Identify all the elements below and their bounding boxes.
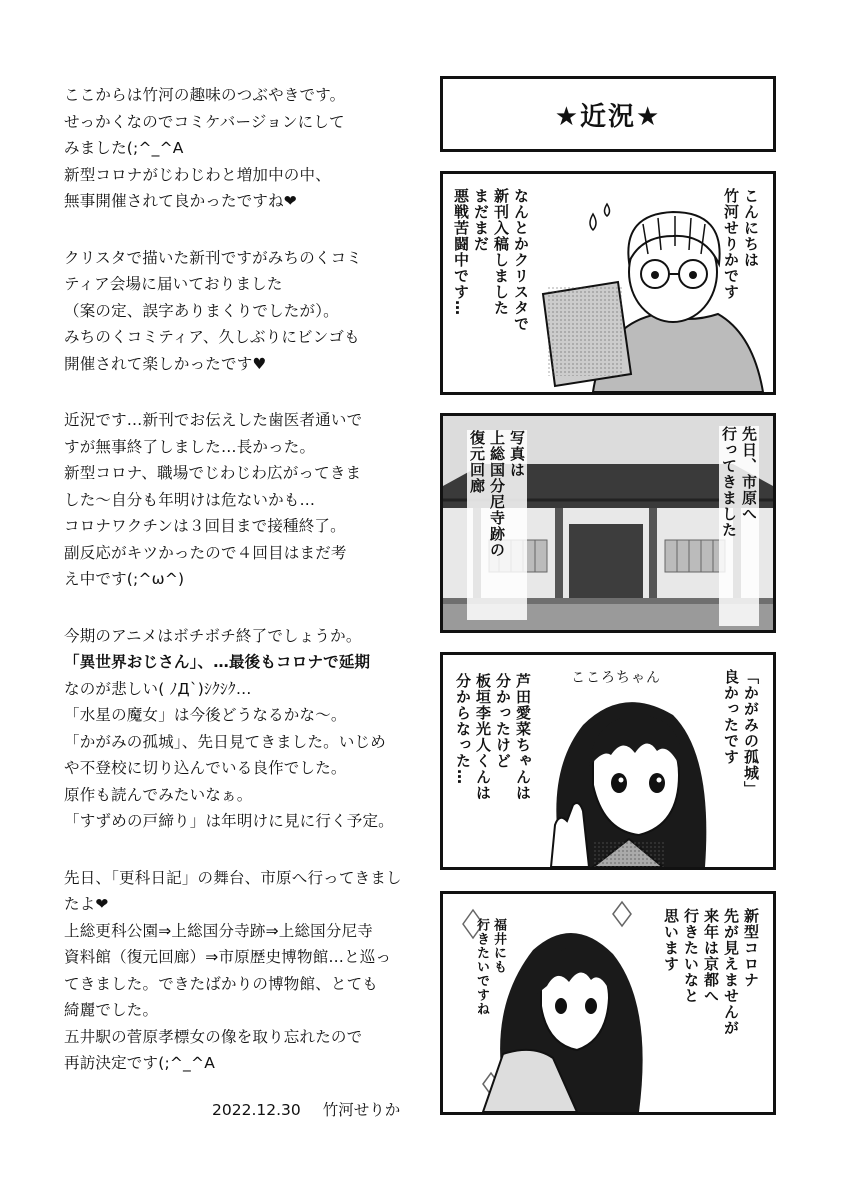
speech-left: 福井にも 行きたいですね xyxy=(474,918,506,1016)
text-line: （案の定、誤字ありまくりでしたが）。 xyxy=(64,301,339,320)
text-line: コロナワクチンは３回目まで接種終了。 xyxy=(64,517,346,535)
text-line: 上総更科公園⇒上総国分寺跡⇒上総国分尼寺 xyxy=(64,921,373,940)
signature-date: 2022.12.30 xyxy=(212,1101,301,1119)
text-line: 「水星の魔女」は今後どうなるかな～。 xyxy=(64,706,347,724)
text-line: 五井駅の菅原孝標女の像を取り忘れたので xyxy=(64,1027,363,1046)
paragraph-trip xyxy=(64,865,420,1077)
text-line: 綺麗でした。 xyxy=(64,1001,159,1019)
text-line: ここからは竹河の趣味のつぶやきです。 xyxy=(64,86,346,104)
paragraph-intro xyxy=(64,82,420,215)
text-line: 副反応がキツかったので４回目はまだ考 xyxy=(64,543,347,562)
text-line: 原作も読んでみたいなぁ。 xyxy=(64,785,253,804)
text-line: みました(;^_^A xyxy=(64,139,184,157)
speech-right: 先日、市原へ 行ってきました xyxy=(719,426,759,626)
text-line: 「異世界おじさん」、…最後もコロナで延期 xyxy=(64,653,371,671)
speech-right: こんにちは 竹河せりかです xyxy=(722,188,760,300)
text-line: 今期のアニメはボチボチ終了でしょうか。 xyxy=(64,626,362,645)
speech-left: 写真は 上総国分尼寺跡の 復元回廊 xyxy=(467,430,527,620)
text-line: 先日、「更科日記」の舞台、市原へ行ってきまし xyxy=(64,868,402,887)
text-line: 資料館（復元回廊）⇒市原歴史博物館…と巡っ xyxy=(64,948,392,966)
speech-right: 新型コロナ 先が見えませんが 来年は京都へ 行きたいなと 思います xyxy=(662,908,760,1036)
text-line: てきました。できたばかりの博物館、とても xyxy=(64,974,379,993)
speech-right: 「かがみの孤城」 良かったです xyxy=(722,669,760,797)
text-line: や不登校に切り込んでいる良作でした。 xyxy=(64,759,347,777)
character-name: こころちゃん xyxy=(571,670,661,686)
text-line: 新型コロナがじわじわと増加中の中、 xyxy=(64,165,331,184)
text-line: 新型コロナ、職場でじわじわ広がってきま xyxy=(64,464,362,482)
comic-panel-kokoro xyxy=(440,652,776,870)
text-line: すが無事終了しました…長かった。 xyxy=(64,437,316,456)
signature-author: 竹河せりか xyxy=(322,1101,401,1119)
comic-panel-temple xyxy=(440,413,776,633)
text-line: した～自分も年明けは危ないかも… xyxy=(64,490,316,509)
tablet-tone xyxy=(547,286,623,376)
text-line: 「かがみの孤城」、先日見てきました。いじめ xyxy=(64,732,386,751)
speech-left: 芦田愛菜ちゃんは 分かったけど 板垣李光人くんは 分からなった… xyxy=(454,673,532,801)
text-line: 再訪決定です(;^_^A xyxy=(64,1054,215,1072)
text-line: たよ❤ xyxy=(64,895,109,913)
text-line: 無事開催されて良かったですね❤ xyxy=(64,192,297,210)
text-line: みちのくコミティア、久しぶりにビンゴも xyxy=(64,328,360,346)
comic-panel-author xyxy=(440,171,776,395)
speech-left: なんとかクリスタで 新刊入稿しました まだまだ 悪戦苦闘中です… xyxy=(452,188,530,332)
paragraph-anime xyxy=(64,623,420,835)
text-line: せっかくなのでコミケバージョンにして xyxy=(64,112,345,131)
paragraph-news xyxy=(64,407,420,593)
title-panel xyxy=(440,76,776,152)
text-line: 近況です…新刊でお伝えした歯医者通いで xyxy=(64,411,363,429)
text-line: 「すずめの戸締り」は年明けに見に行く予定。 xyxy=(64,812,394,830)
text-line: なのが悲しい( ﾉД`)ｼｸｼｸ… xyxy=(64,679,252,698)
comic-panel-kyoto xyxy=(440,891,776,1115)
text-line: ティア会場に届いておりました xyxy=(64,275,283,293)
signature xyxy=(212,1098,400,1120)
text-line: クリスタで描いた新刊ですがみちのくコミ xyxy=(64,248,362,267)
paragraph-crista xyxy=(64,245,420,378)
essay-column xyxy=(64,82,420,1107)
text-line: え中です(;^ω^) xyxy=(64,570,185,588)
kimono-tone xyxy=(593,841,665,867)
title-text: ★近況★ xyxy=(554,101,662,132)
text-line: 開催されて楽しかったです♥ xyxy=(64,354,267,373)
